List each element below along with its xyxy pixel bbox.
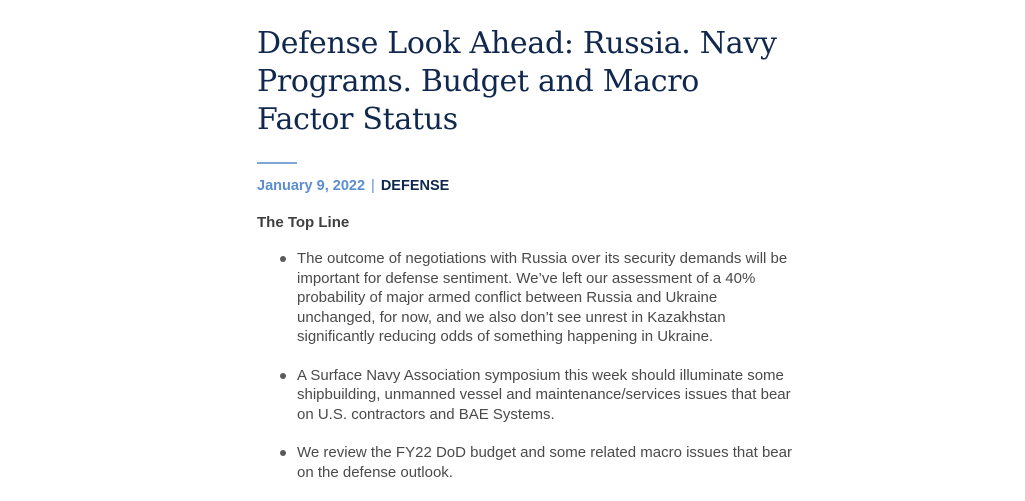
meta-separator: | bbox=[371, 178, 375, 194]
article-category-link[interactable]: DEFENSE bbox=[380, 178, 450, 194]
article-meta bbox=[257, 177, 817, 195]
bullet-dot-icon bbox=[280, 373, 286, 379]
article-title: Defense Look Ahead: Russia. Navy Programs. Budget and Macro Factor Status bbox=[257, 26, 777, 137]
bullet-dot-icon bbox=[280, 256, 286, 262]
bullet-dot-icon bbox=[280, 450, 286, 456]
section-heading: The Top Line bbox=[257, 214, 350, 231]
list-item bbox=[257, 443, 797, 482]
bullet-list bbox=[257, 249, 817, 482]
title-divider bbox=[257, 162, 297, 164]
list-item-text: A Surface Navy Association symposium this week should illuminate some shipbuilding, unmanned vessel and maintenance/services issues that bear on U.S. contractors and BAE Systems. bbox=[297, 366, 791, 423]
list-item bbox=[257, 249, 797, 347]
article bbox=[257, 0, 817, 501]
list-item-text: The outcome of negotiations with Russia over its security demands will be important for defense sentiment. We’ve left our assessment of a 40% probability of major armed conflict between Russia and Ukraine unchanged, for now, and we also don’t see unrest in Kazakhstan significantly reducing odds of something happening in Ukraine. bbox=[297, 250, 788, 345]
list-item bbox=[257, 366, 797, 425]
list-item-text: We review the FY22 DoD budget and some related macro issues that bear on the defense outlook. bbox=[297, 444, 792, 481]
article-date: January 9, 2022 bbox=[257, 178, 366, 194]
